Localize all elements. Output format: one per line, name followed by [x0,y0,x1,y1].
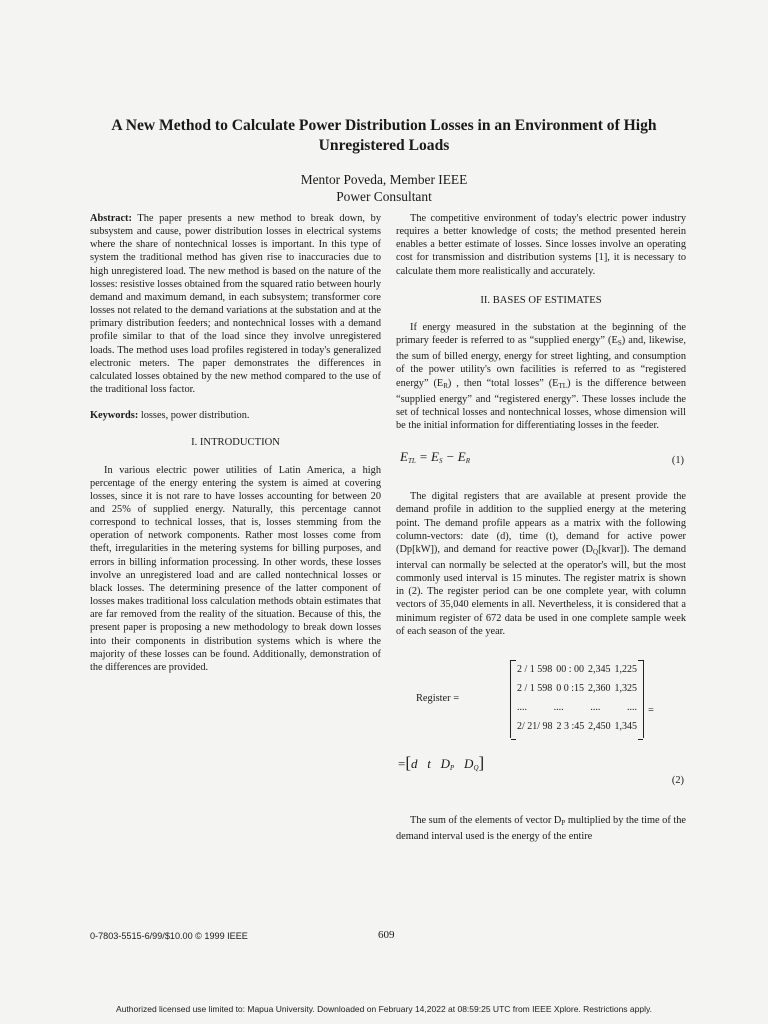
matrix-row [511,679,643,698]
register-matrix-equation [396,660,686,742]
equation-2-number: (2) [671,774,684,786]
matrix-cell: 2,360 [588,682,611,694]
matrix-cell: 2 3 :45 [556,720,585,732]
subscript: Q [593,547,599,556]
register-matrix [510,660,644,738]
text-run: If energy measured in the substation at the beginning of the primary feeder is referred to as “supplied energy” (E [396,321,686,347]
section-heading-introduction: I. INTRODUCTION [191,437,280,449]
text-run: [kvar]). The demand interval can normally be selected at the operator's will, but the most commonly used interval is 15 minutes. The register matrix is shown in (2). The register period can be one complete year, with column vectors of 35,040 elements in all. Nevertheless, it is considered that a minimum register of 672 data be used in one complete sample week of each season of the year. [396,543,686,637]
matrix-cell: 2 / 1 598 [517,663,553,675]
abstract-text: The paper presents a new method to break down, by subsystem and cause, power distribution losses in electrical systems where the share of nontechnical losses is important. In this type of system the traditional method has given rise to inaccuracies due to high unregistered load. The new method is based on the nature of the losses: resistive losses obtained from the squared ratio between hourly demand and maximum demand, in each subsystem; transformer core losses not related to the demand variations at the substation and at the primary distribution feeders; and nontechnical losses with a demand profile similar to that of the load since they involve unregistered loads. The method uses load profiles registered in today's generalized electronic meters. The paper demonstrates the differences in calculated losses obtained by the new method compared to the use of the traditional loss factor. [90,213,381,396]
subscript: TL [558,381,568,390]
matrix-cell: 0 0 :15 [556,682,585,694]
left-column [90,212,381,674]
bases-paragraph-1 [396,321,686,432]
page-number: 609 [378,929,395,941]
matrix-cell: .... [626,701,637,713]
competitive-paragraph: The competitive environment of today's electric power industry requires a better knowledge of costs; the method presented herein enables a better estimate of losses. Since losses involve an operating cost for transmission and distribution systems [1], it is necessary to calculate them more realistically and accurately. [396,213,686,277]
equation-2 [396,754,686,794]
matrix-cell: 2/ 21/ 98 [517,720,553,732]
equation-1 [396,446,686,480]
text-run: The digital registers that are available at present provide the demand profile in addition to the supplied energy at the metering point. The demand profile appears as a matrix with the following column-vectors: date (d), time (t), demand for active power (Dp[kW]), and demand for reactive power (D [396,491,686,555]
author-name: Mentor Poveda, Member IEEE [300,172,468,187]
matrix-cell: 00 : 00 [556,663,585,675]
author-affiliation: Power Consultant [336,189,432,204]
text-run: multiplied by the time of the demand interval used is the energy of the entire [396,814,687,843]
matrix-row [511,717,643,736]
matrix-cell: .... [553,701,564,713]
introduction-paragraph: In various electric power utilities of Latin America, a high percentage of the energy entering the system is aimed at covering losses, since it is not rare to have losses accounting for between 20 and 25% of supplied energy. Naturally, this percentage cannot correspond to technical losses, that is, losses stemming from the operation of network components. Rather most losses come from theft, irregularities in the metering systems for billing purposes, and errors in billing information processing. In other words, these losses involve an unregistered load and are called nontechnical losses or black losses. The determining presence of the latter component of losses makes traditional loss calculation methods obtain estimates that are far removed from the reality of the situation. Because of this, the present paper is proposing a new methodology to break down losses into their components in distribution systems which is where the majority of these losses can be found. Additionally, demonstration of the differences are provided. [90,464,381,673]
matrix-cell: 2,345 [588,663,611,675]
column-vector: =[d t $D_P$ $D_Q$] [398,752,485,772]
text-run: ) is the difference between “supplied energy” and “registered energy”. These losses include the set of technical losses and nontechnical losses, whose dimension will be the initial information for differentiating losses in the feeder. [396,377,686,432]
subscript: P [561,818,566,827]
license-notice: Authorized licensed use limited to: Mapua University. Downloaded on February 14,2022 at 08:59:25 UTC from IEEE Xplore. Restrictions apply. [116,1004,652,1014]
matrix-cell: 2 / 1 598 [517,682,553,694]
register-label: Register = [416,692,460,704]
matrix-cell: .... [590,701,601,713]
text-run: ) , then “total losses” (E [447,377,559,389]
matrix-cell: 2,450 [588,720,611,732]
matrix-cell: 1,325 [614,682,637,694]
bases-paragraph-3 [396,814,686,843]
abstract [90,212,381,396]
matrix-cell: 1,345 [614,720,637,732]
equation-1-number: (1) [671,455,684,467]
matrix-cell: 1,225 [614,663,637,675]
right-column [396,212,686,843]
keywords-label: Keywords: [90,410,139,422]
matrix-row [511,698,643,717]
text-run: ) and, likewise, the sum of billed energy, energy for street lighting, and consumption of the power utility's own facilities is referred to as “registered energy” (E [396,335,686,389]
paper-title: A New Method to Calculate Power Distribution Losses in an Environment of High Unregistered Loads [111,117,657,154]
bases-paragraph-2 [396,490,686,638]
subscript: R [443,381,448,390]
author-block [70,171,698,205]
keywords-text: losses, power distribution. [138,410,250,422]
matrix-cell: .... [517,701,527,713]
copyright-code: 0-7803-5515-6/99/$10.00 © 1999 IEEE [90,931,248,941]
keywords [90,409,381,422]
equation-1-formula: $E_{TL} = E_S - E_R$ [400,449,470,466]
subscript: S [617,339,622,348]
section-heading-bases: II. BASES OF ESTIMATES [480,294,602,306]
abstract-label: Abstract: [90,213,132,224]
equals-sign: = [648,704,654,716]
matrix-row [511,660,643,679]
text-run: The sum of the elements of vector D [410,814,562,826]
